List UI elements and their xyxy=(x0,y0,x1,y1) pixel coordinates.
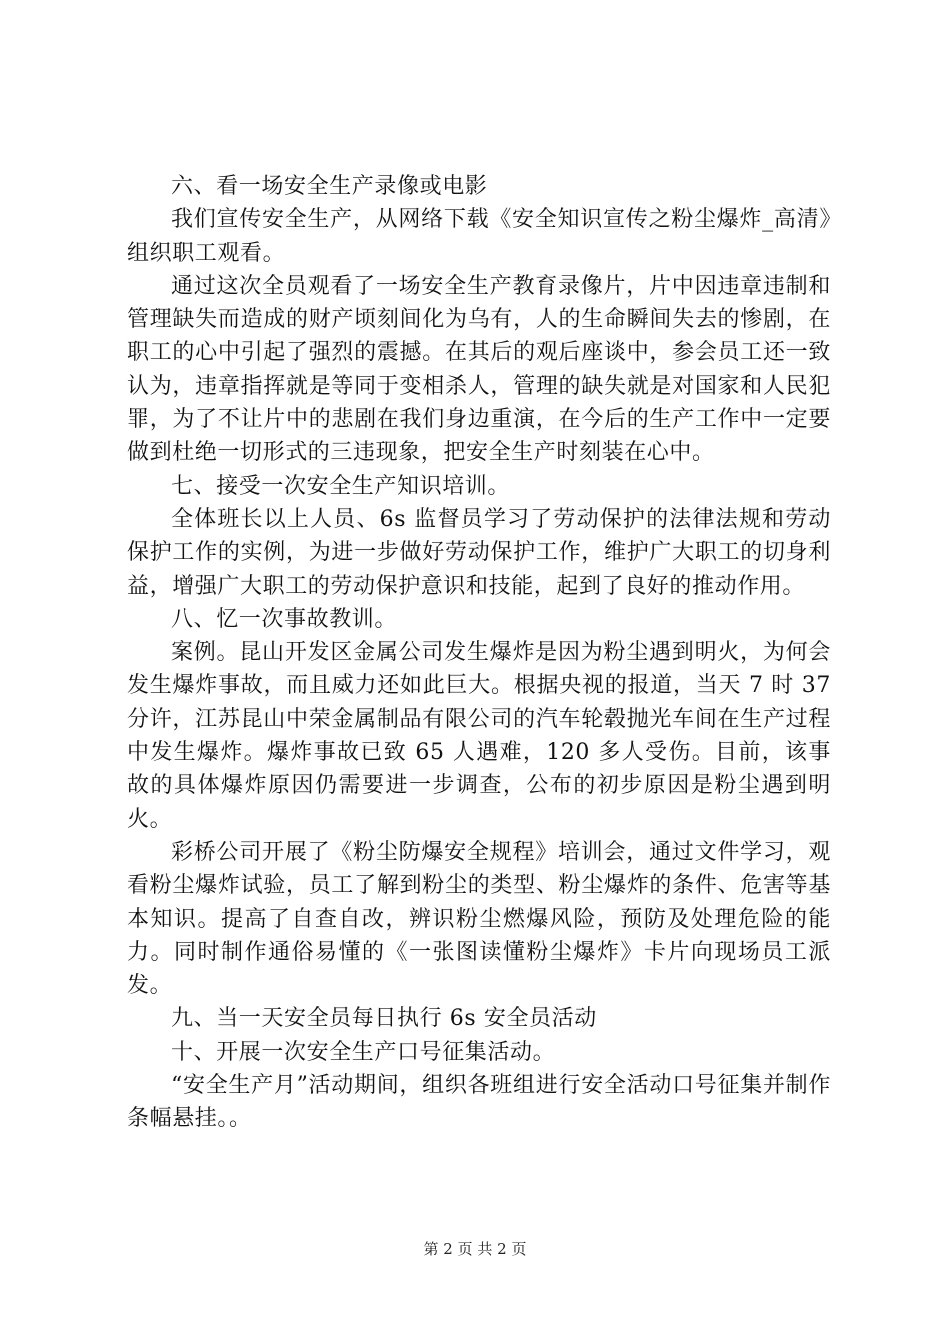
paragraph: 案例。昆山开发区金属公司发生爆炸是因为粉尘遇到明火，为何会发生爆炸事故，而且威力还如此巨大。根据央视的报道，当天 7 时 37 分许，江苏昆山中荣金属制品有限公司的汽车轮毂抛光车间在生产过程中发生爆炸。爆炸事故已致 65 人遇难，120 多人受伤。目前，该事故的具体爆炸原因仍需要进一步调查，公布的初步原因是粉尘遇到明火。 xyxy=(127,640,831,832)
page-number-label: 第 2 页 共 2 页 xyxy=(423,1240,527,1258)
section-heading: 七、接受一次安全生产知识培训。 xyxy=(171,473,511,499)
document-body xyxy=(127,170,831,1136)
section-heading: 十、开展一次安全生产口号征集活动。 xyxy=(171,1039,556,1065)
paragraph: 通过这次全员观看了一场安全生产教育录像片，片中因违章违制和管理缺失而造成的财产顷刻间化为乌有，人的生命瞬间失去的惨剧，在职工的心中引起了强烈的震撼。在其后的观后座谈中，参会员工还一致认为，违章指挥就是等同于变相杀人，管理的缺失就是对国家和人民犯罪，为了不让片中的悲剧在我们身边重演，在今后的生产工作中一定要做到杜绝一切形式的三违现象，把安全生产时刻装在心中。 xyxy=(127,273,831,466)
section-heading: 六、看一场安全生产录像或电影 xyxy=(171,174,488,199)
paragraph: “安全生产月”活动期间，组织各班组进行安全活动口号征集并制作条幅悬挂。。 xyxy=(127,1073,831,1132)
section-heading: 八、忆一次事故教训。 xyxy=(171,606,398,632)
section-heading: 九、当一天安全员每日执行 6s 安全员活动 xyxy=(171,1006,597,1032)
paragraph: 彩桥公司开展了《粉尘防爆安全规程》培训会，通过文件学习，观看粉尘爆炸试验，员工了解到粉尘的类型、粉尘爆炸的条件、危害等基本知识。提高了自查自改，辨识粉尘燃爆风险，预防及处理危险的能力。同时制作通俗易懂的《一张图读懂粉尘爆炸》卡片向现场员工派发。 xyxy=(127,839,831,999)
page-footer xyxy=(0,1238,950,1259)
paragraph: 我们宣传安全生产，从网络下载《安全知识宣传之粉尘爆炸_高清》组织职工观看。 xyxy=(127,207,831,266)
paragraph: 全体班长以上人员、6s 监督员学习了劳动保护的法律法规和劳动保护工作的实例，为进一步做好劳动保护工作，维护广大职工的切身利益，增强广大职工的劳动保护意识和技能，起到了良好的推动作用。 xyxy=(127,506,831,599)
